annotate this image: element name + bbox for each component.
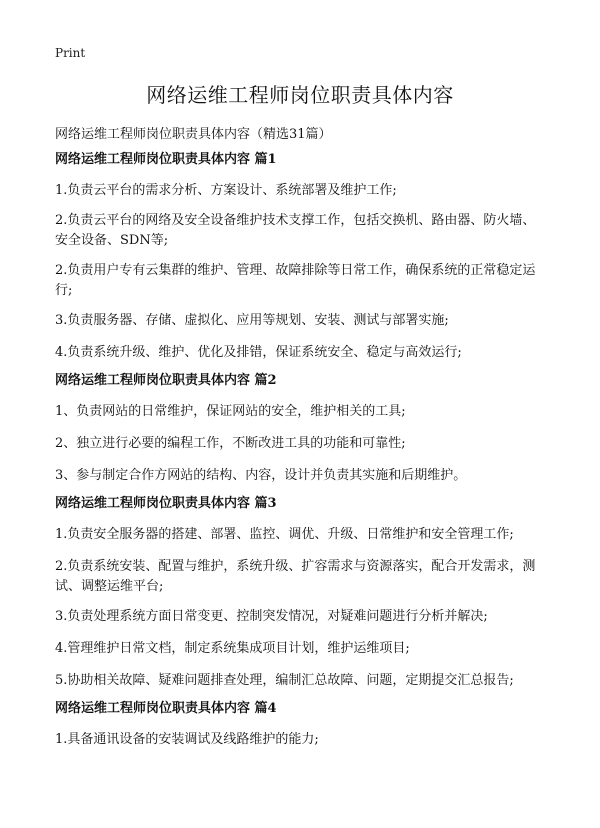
paragraph: 1、负责网站的日常维护，保证网站的安全，维护相关的工具;	[55, 404, 406, 419]
paragraph: 2.负责系统安装、配置与维护，系统升级、扩容需求与资源落实，配合开发需求，测试、调整运维平台;	[55, 559, 536, 594]
page-title: 网络运维工程师岗位职责具体内容	[146, 83, 454, 107]
print-link[interactable]: Print	[55, 46, 86, 60]
paragraph: 1.具备通讯设备的安装调试及线路维护的能力;	[55, 732, 319, 747]
paragraph: 3.负责服务器、存储、虚拟化、应用等规划、安装、测试与部署实施;	[55, 313, 449, 328]
paragraph: 2.负责云平台的网络及安全设备维护技术支撑工作，包括交换机、路由器、防火墙、安全设备、SDN等;	[55, 213, 536, 248]
paragraph: 2、独立进行必要的编程工作，不断改进工具的功能和可靠性;	[55, 436, 406, 451]
document-body	[55, 150, 544, 750]
section-heading: 网络运维工程师岗位职责具体内容 篇4	[55, 701, 277, 716]
paragraph: 4.管理维护日常文档，制定系统集成项目计划，维护运维项目;	[55, 641, 410, 656]
paragraph: 1.负责安全服务器的搭建、部署、监控、调优、升级、日常维护和安全管理工作;	[55, 527, 514, 542]
paragraph: 5.协助相关故障、疑难问题排查处理，编制汇总故障、问题，定期提交汇总报告;	[55, 673, 514, 688]
section-heading: 网络运维工程师岗位职责具体内容 篇2	[55, 373, 277, 388]
paragraph: 4.负责系统升级、维护、优化及排错，保证系统安全、稳定与高效运行;	[55, 345, 462, 360]
section-heading: 网络运维工程师岗位职责具体内容 篇1	[55, 152, 277, 167]
section-1-heading-wrap	[55, 150, 544, 170]
paragraph: 3.负责处理系统方面日常变更、控制突发情况，对疑难问题进行分析并解决;	[55, 609, 488, 624]
section-heading: 网络运维工程师岗位职责具体内容 篇3	[55, 496, 277, 511]
paragraph: 1.负责云平台的需求分析、方案设计、系统部署及维护工作;	[55, 183, 397, 198]
paragraph: 3、参与制定合作方网站的结构、内容，设计并负责其实施和后期维护。	[55, 468, 467, 483]
paragraph: 2.负责用户专有云集群的维护、管理、故障排除等日常工作，确保系统的正常稳定运行;	[55, 263, 536, 298]
page-subtitle: 网络运维工程师岗位职责具体内容（精选31篇）	[55, 127, 332, 142]
